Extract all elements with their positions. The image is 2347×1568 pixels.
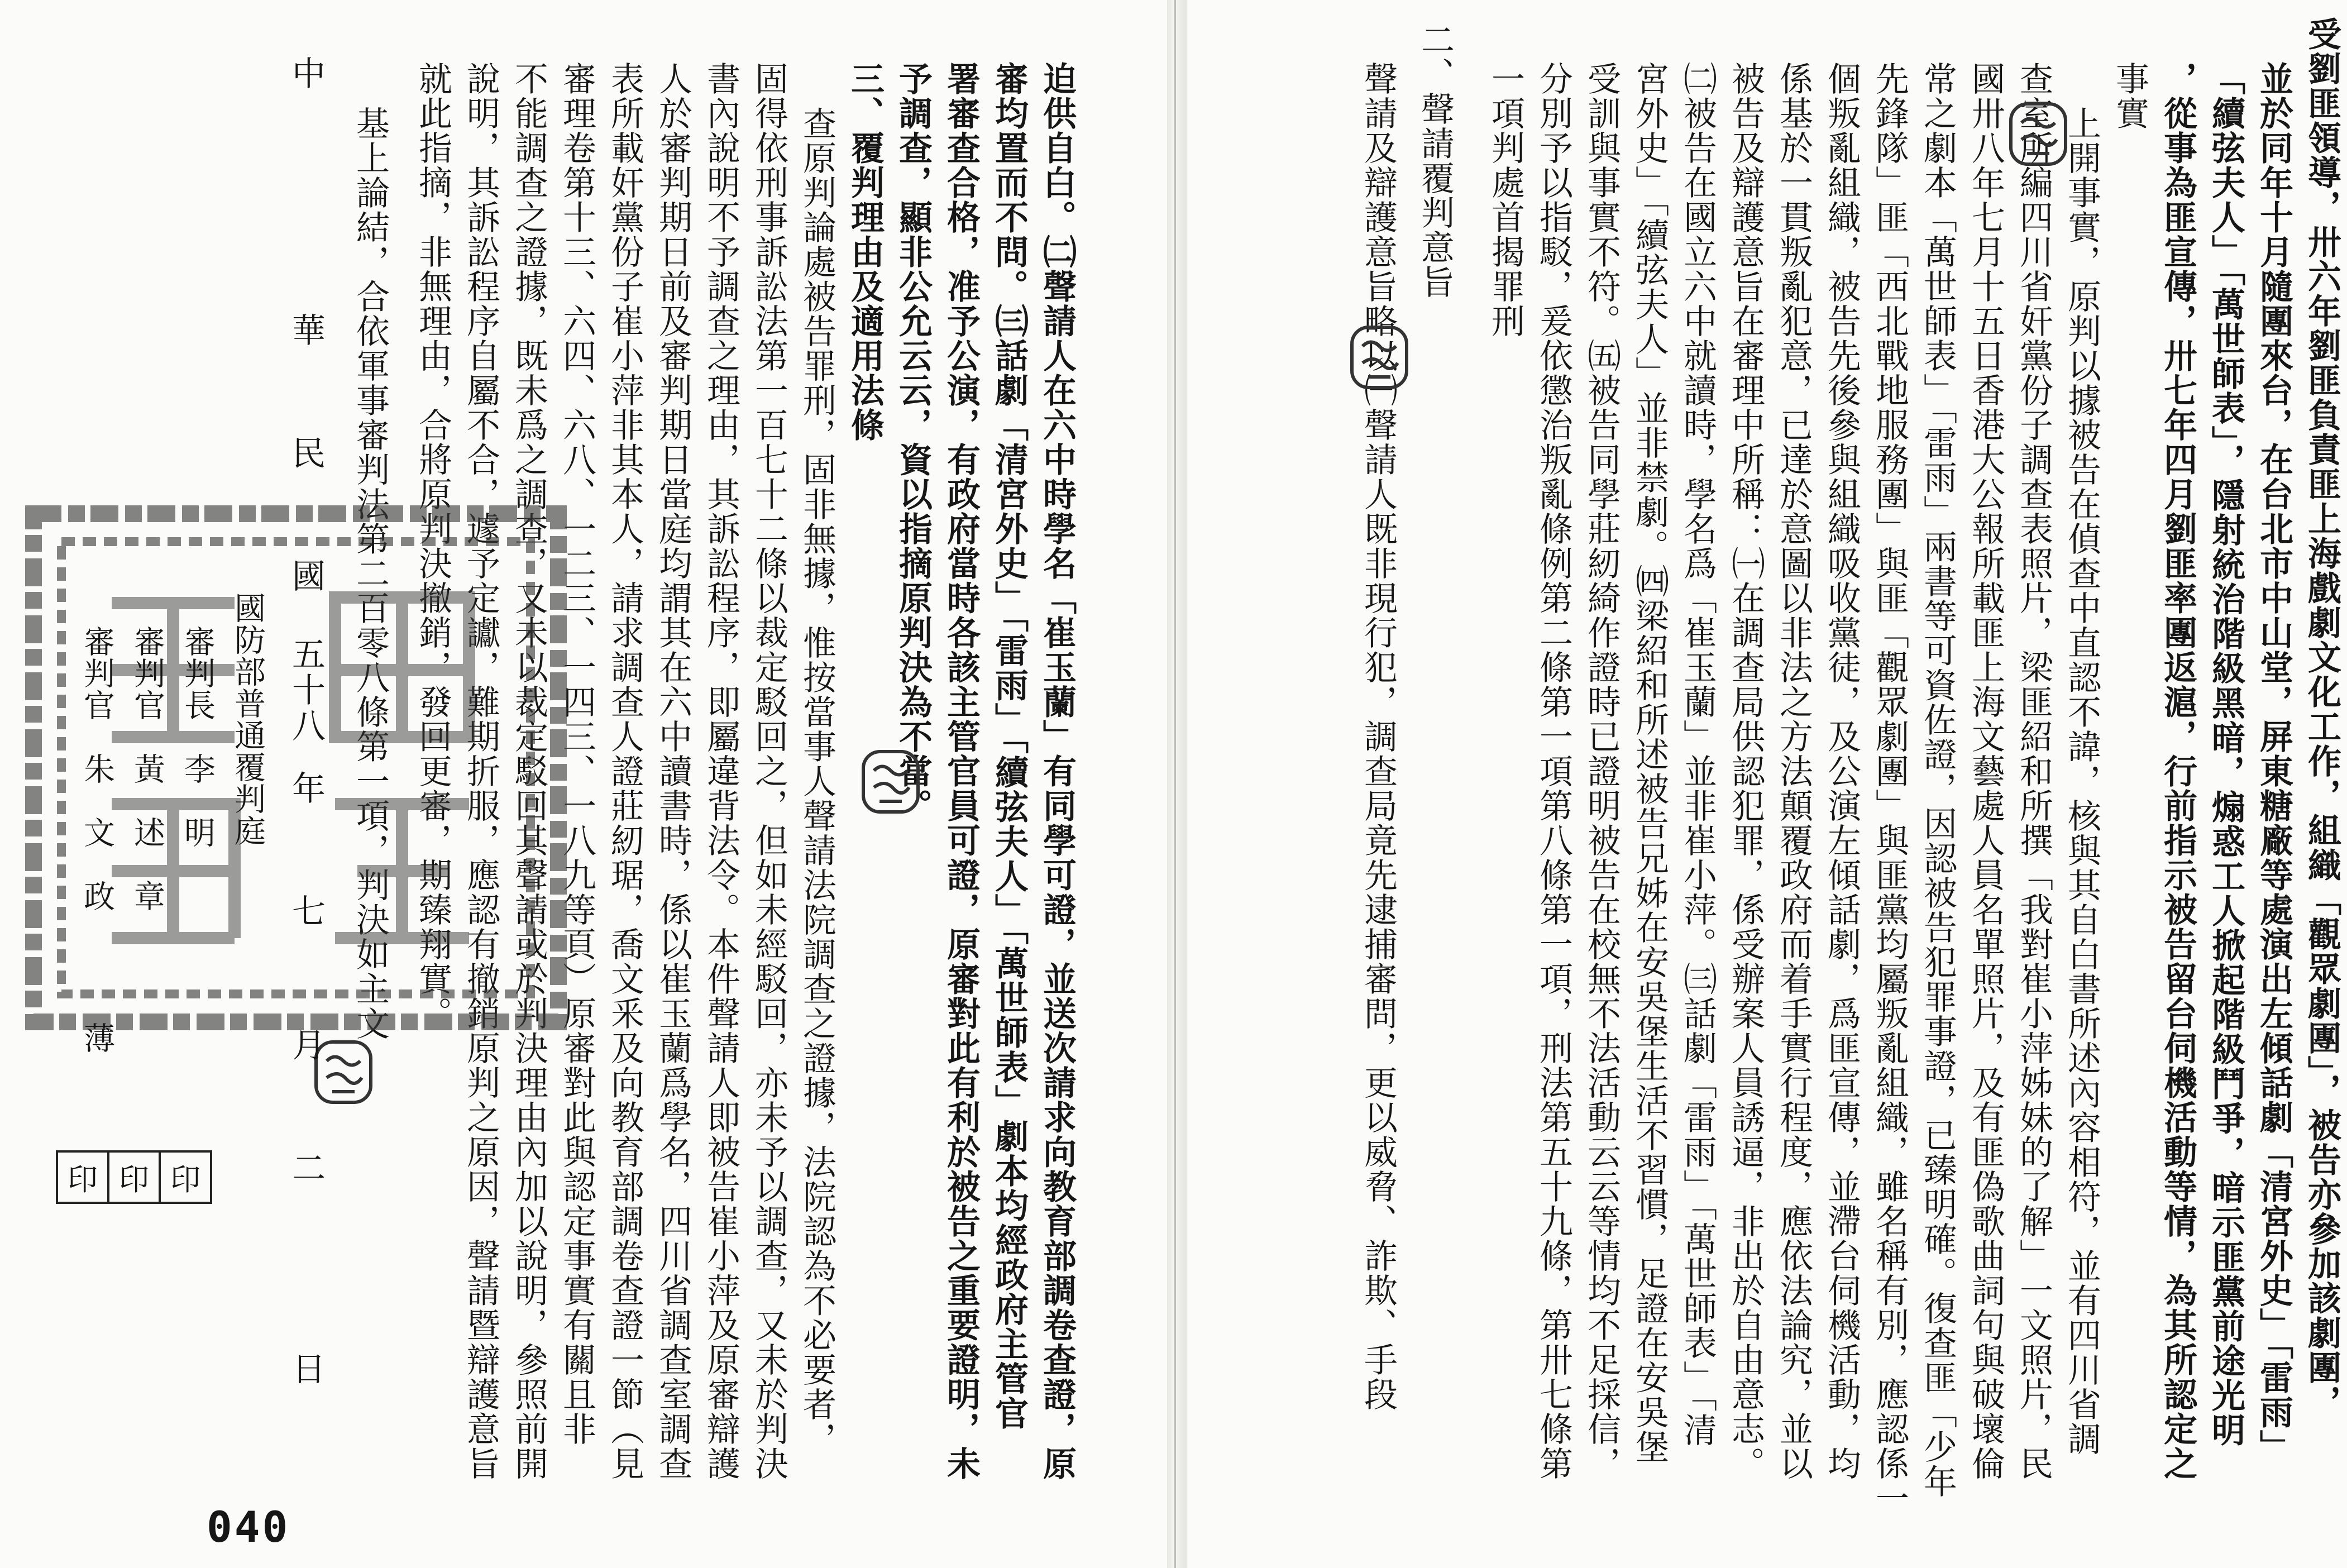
date-year: 五十八 bbox=[286, 637, 326, 744]
text-column: 「續弦夫人」「萬世師表」，隱射統治階級黑暗，煽惑工人掀起階級鬥爭，暗示匪黨前途光明 bbox=[2206, 61, 2245, 1447]
text-column: 固得依刑事訴訟法第一百七十二條以裁定駁回之，但如未經駁回，亦未予以調查，又未於判決 bbox=[749, 61, 788, 1481]
date-char: 國 bbox=[286, 558, 326, 592]
text-column: 署審查合格，准予公演，有政府當時各該主管官員可證，原審對此有利於被告之重要證明，未 bbox=[941, 61, 981, 1481]
text-column: 迫供自白。㈡聲請人在六中時學名「崔玉蘭」有同學可證，並送次請求向教育部調卷查證，原 bbox=[1038, 61, 1077, 1481]
text-column: 係基於一貫叛亂犯意，已達於意圖以非法之方法顛覆政府而着手實行程度，應依法論究，並以 bbox=[1774, 61, 1813, 1481]
text-column: 宮外史」「續弦夫人」並非禁劇。㈣梁紹和所述被告兄姊在安吳堡生活不習慣，足證在安吳堡 bbox=[1630, 61, 1669, 1464]
seal-stamp bbox=[860, 748, 921, 815]
date-char: 民 bbox=[286, 436, 326, 469]
left-page bbox=[0, 0, 1167, 1568]
court-name: 國防部普通覆判庭 bbox=[230, 592, 266, 847]
text-column: ，從事為匪宣傳，卅七年四月劉匪率團返滬，行前指示被告留台伺機活動等情，為其所認定之 bbox=[2158, 61, 2197, 1481]
seal-stamp bbox=[1349, 324, 1410, 391]
clerk-mark: 薄 bbox=[79, 1022, 115, 1054]
text-column: 並於同年十月隨團來台，在台北市中山堂，屏東糖廠等處演出左傾話劇「清宮外史」「雷雨」 bbox=[2254, 61, 2293, 1464]
date-char: 月 bbox=[286, 1027, 326, 1061]
date-char: 七 bbox=[286, 893, 326, 927]
gutter-line bbox=[1174, 0, 1176, 1568]
date-char: 二 bbox=[286, 1150, 326, 1184]
text-column: 書內說明不予調查之理由，其訴訟程序，即屬違背法令。本件聲請人即被告崔小萍及原審辯護 bbox=[701, 61, 740, 1481]
section-heading: 三、覆判理由及適用法條 bbox=[845, 61, 885, 442]
page-number: 040 bbox=[207, 1502, 290, 1552]
text-column: 一項判處首揭罪刑 bbox=[1486, 61, 1525, 338]
text-column: 常之劇本「萬世師表」「雷雨」兩書等可資佐證，因認被告犯罪事證，已臻明確。復查匪「少年 bbox=[1918, 61, 1957, 1499]
right-page bbox=[1187, 0, 2347, 1568]
text-column: ㈡被告在國立六中就讀時，學名爲「崔玉蘭」並非崔小萍。㈢話劇「雷雨」「萬世師表」「清 bbox=[1678, 61, 1717, 1447]
text-column: 人於審判期日前及審判期日當庭均謂其在六中讀書時，係以崔玉蘭爲學名，四川省調查室調查 bbox=[653, 61, 692, 1481]
text-column: 聲請及辯護意旨略以㈠聲請人既非現行犯，調查局竟先逮捕審問，更以威脅、詐欺、手段 bbox=[1359, 61, 1398, 1412]
judge: 審判官 黃 述 章 bbox=[129, 625, 165, 912]
text-column: 查室所編四川省奸黨份子調查表照片，梁匪紹和所撰「我對崔小萍姊妹的了解」一文照片，民 bbox=[2014, 61, 2053, 1481]
text-column: 先鋒隊」匪「西北戰地服務團」與匪「觀眾劇團」與匪黨均屬叛亂組織，雖名稱有別，應認係一 bbox=[1870, 61, 1909, 1516]
text-column: 基上論結，合依軍事審判法第二百零八條第一項，判決如主文 bbox=[351, 106, 390, 1041]
judge: 審判官 朱 文 政 bbox=[79, 625, 115, 912]
text-column: 受訓與事實不符。㈤被告同學莊紉綺作證時已證明被告在校無不法活動云云等情均不足採信， bbox=[1582, 61, 1621, 1481]
text-column: 個叛亂組織，被告先後參與組織吸收黨徒，及公演左傾話劇，爲匪宣傳，並滯台伺機活動，均 bbox=[1822, 61, 1861, 1481]
stamp-box: 印 bbox=[56, 1150, 109, 1204]
text-column: 就此指摘，非無理由，合將原判決撤銷，發回更審，期臻翔實。 bbox=[413, 61, 452, 1031]
text-column: 說明，其訴訟程序自屬不合，遽予定讞，難期折服，應認有撤銷原判之原因，聲請暨辯護意旨 bbox=[461, 61, 500, 1481]
date-char: 華 bbox=[286, 313, 326, 346]
text-column: 表所載奸黨份子崔小萍非其本人，請求調查人證莊紉琚，喬文釆及向教育部調卷查證一節（見 bbox=[605, 61, 644, 1481]
seal-stamp bbox=[2007, 101, 2069, 168]
stamp-row bbox=[56, 1150, 210, 1204]
presiding-judge: 審判長 李 明 bbox=[179, 625, 216, 848]
book-gutter bbox=[1167, 0, 1187, 1568]
text-column: 事實 bbox=[2110, 61, 2149, 131]
text-column: 國卅八年七月十五日香港大公報所載匪上海文藝處人員名單照片，及有匪偽歌曲詞句與破壞倫 bbox=[1966, 61, 2005, 1481]
text-column: 受劉匪領導，卅六年劉匪負責匪上海戲劇文化工作，組織「觀眾劇團」，被告亦參加該劇團， bbox=[2302, 17, 2341, 1419]
text-column: 查原判論處被告罪刑，固非無據，惟按當事人聲請法院調查之證據，法院認為不必要者， bbox=[797, 106, 836, 1456]
date-char: 中 bbox=[286, 56, 326, 89]
stamp-box: 印 bbox=[107, 1150, 161, 1204]
date-char: 年 bbox=[286, 771, 326, 804]
text-column: 審理卷第十三、六四、六八、一二三、一四三、一八九等頁）原審對此與認定事實有關且非 bbox=[557, 61, 596, 1446]
text-column: 分別予以指駁，爰依懲治叛亂條例第二條第一項第八條第一項，刑法第五十九條，第卅七條第 bbox=[1534, 61, 1573, 1481]
text-column: 被告及辯護意旨在審理中所稱：㈠在調查局供認犯罪，係受辦案人員誘逼，非出於自由意志。 bbox=[1726, 61, 1765, 1481]
text-column: 不能調查之證據，既未爲之調查，又未以裁定駁回其聲請或於判決理由內加以說明，參照前開 bbox=[509, 61, 548, 1481]
date-char: 日 bbox=[286, 1351, 326, 1385]
text-column: 上開事實，原判以據被告在偵查中直認不諱，核與其自白書所述內容相符，並有四川省調 bbox=[2062, 106, 2101, 1456]
section-heading: 二、聲請覆判意旨 bbox=[1416, 22, 1455, 299]
text-column: 審均置而不問。㈢話劇「清宮外史」「雷雨」「續弦夫人」「萬世師表」劇本均經政府主管官 bbox=[990, 61, 1029, 1431]
text-column: 予調查，顯非公允云云，資以指摘原判決為不當。 bbox=[893, 61, 933, 823]
stamp-box: 印 bbox=[159, 1150, 212, 1204]
